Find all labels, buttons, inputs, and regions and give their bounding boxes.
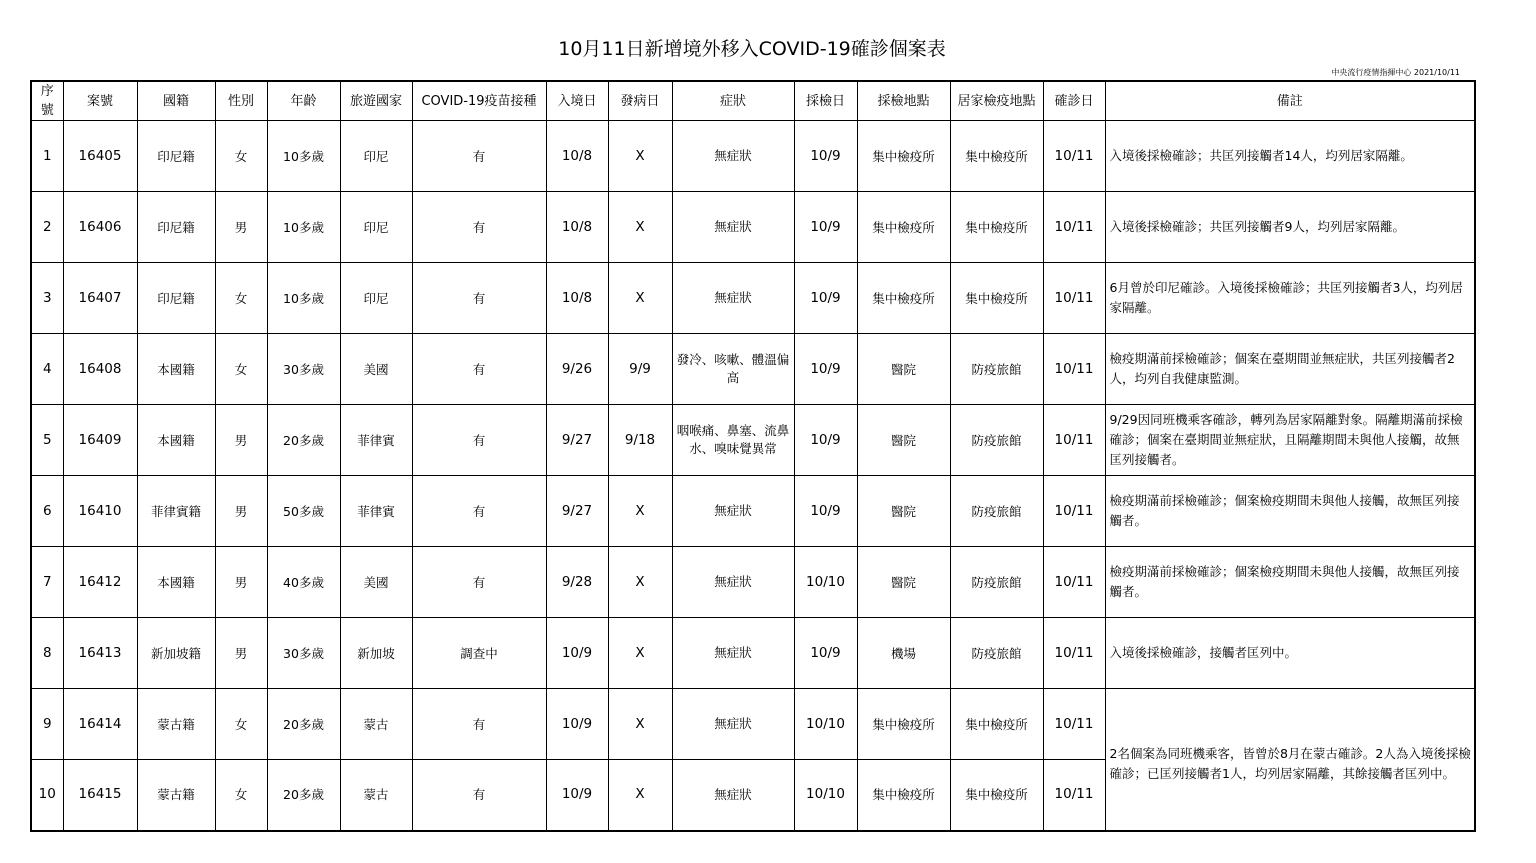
cell-country: 印尼 xyxy=(340,192,412,263)
cell-confirm: 10/11 xyxy=(1043,547,1105,618)
cell-confirm: 10/11 xyxy=(1043,476,1105,547)
cell-quarantine: 集中檢疫所 xyxy=(950,263,1043,334)
cell-case: 16412 xyxy=(63,547,137,618)
cell-vaccine: 有 xyxy=(412,192,546,263)
cell-nationality: 本國籍 xyxy=(137,405,215,476)
column-header: 備註 xyxy=(1105,81,1475,121)
column-header: 症狀 xyxy=(672,81,794,121)
cell-confirm: 10/11 xyxy=(1043,760,1105,831)
cell-age: 20多歲 xyxy=(267,760,340,831)
cell-note: 檢疫期滿前採檢確診；個案在臺期間並無症狀，共匡列接觸者2人，均列自我健康監測。 xyxy=(1105,334,1475,405)
cell-vaccine: 有 xyxy=(412,334,546,405)
cell-sex: 男 xyxy=(215,405,267,476)
header-row xyxy=(31,81,1475,121)
cell-note: 檢疫期滿前採檢確診；個案檢疫期間未與他人接觸，故無匡列接觸者。 xyxy=(1105,476,1475,547)
cell-entry: 9/28 xyxy=(546,547,608,618)
cell-age: 10多歲 xyxy=(267,192,340,263)
cell-nationality: 印尼籍 xyxy=(137,192,215,263)
cell-quarantine: 防疫旅館 xyxy=(950,547,1043,618)
column-header: 確診日 xyxy=(1043,81,1105,121)
cell-vaccine: 有 xyxy=(412,689,546,760)
cell-seq: 6 xyxy=(31,476,63,547)
cell-symptom: 無症狀 xyxy=(672,476,794,547)
column-header: 案號 xyxy=(63,81,137,121)
cell-seq: 7 xyxy=(31,547,63,618)
table-row xyxy=(31,121,1475,192)
cell-test-site: 集中檢疫所 xyxy=(857,760,950,831)
cell-case: 16413 xyxy=(63,618,137,689)
cell-onset: X xyxy=(608,547,672,618)
cell-confirm: 10/11 xyxy=(1043,263,1105,334)
cell-test: 10/9 xyxy=(794,121,857,192)
cell-case: 16409 xyxy=(63,405,137,476)
cell-confirm: 10/11 xyxy=(1043,689,1105,760)
cell-country: 蒙古 xyxy=(340,689,412,760)
cell-seq: 9 xyxy=(31,689,63,760)
cell-test-site: 醫院 xyxy=(857,476,950,547)
cell-quarantine: 防疫旅館 xyxy=(950,405,1043,476)
cell-quarantine: 防疫旅館 xyxy=(950,334,1043,405)
cell-test-site: 集中檢疫所 xyxy=(857,263,950,334)
column-header: 旅遊國家 xyxy=(340,81,412,121)
cell-symptom: 無症狀 xyxy=(672,760,794,831)
cell-confirm: 10/11 xyxy=(1043,121,1105,192)
cell-test-site: 醫院 xyxy=(857,405,950,476)
cell-symptom: 無症狀 xyxy=(672,121,794,192)
cell-sex: 男 xyxy=(215,192,267,263)
cell-test: 10/9 xyxy=(794,263,857,334)
column-header: 入境日 xyxy=(546,81,608,121)
cell-entry: 10/9 xyxy=(546,689,608,760)
cell-test-site: 集中檢疫所 xyxy=(857,689,950,760)
cell-vaccine: 有 xyxy=(412,405,546,476)
cell-case: 16408 xyxy=(63,334,137,405)
cell-nationality: 菲律賓籍 xyxy=(137,476,215,547)
cell-seq: 4 xyxy=(31,334,63,405)
cell-age: 30多歲 xyxy=(267,334,340,405)
cell-entry: 10/8 xyxy=(546,121,608,192)
cell-age: 10多歲 xyxy=(267,121,340,192)
cell-quarantine: 集中檢疫所 xyxy=(950,689,1043,760)
cell-age: 20多歲 xyxy=(267,689,340,760)
cell-sex: 女 xyxy=(215,121,267,192)
column-header: 採檢日 xyxy=(794,81,857,121)
page-title: 10月11日新增境外移入COVID-19確診個案表 xyxy=(558,38,946,60)
cell-test-site: 醫院 xyxy=(857,334,950,405)
cell-test-site: 集中檢疫所 xyxy=(857,121,950,192)
column-header: 性別 xyxy=(215,81,267,121)
table-row xyxy=(31,192,1475,263)
source-label: 中央流行疫情指揮中心 2021/10/11 xyxy=(1331,68,1460,77)
cell-sex: 男 xyxy=(215,476,267,547)
cell-vaccine: 調查中 xyxy=(412,618,546,689)
cell-test: 10/9 xyxy=(794,618,857,689)
cell-country: 新加坡 xyxy=(340,618,412,689)
cell-symptom: 無症狀 xyxy=(672,618,794,689)
cell-onset: 9/9 xyxy=(608,334,672,405)
cell-symptom: 無症狀 xyxy=(672,547,794,618)
column-header: 發病日 xyxy=(608,81,672,121)
cell-country: 印尼 xyxy=(340,263,412,334)
cell-seq: 8 xyxy=(31,618,63,689)
cell-age: 10多歲 xyxy=(267,263,340,334)
cell-symptom: 無症狀 xyxy=(672,192,794,263)
cell-case: 16406 xyxy=(63,192,137,263)
table-row xyxy=(31,334,1475,405)
column-header: 居家檢疫地點 xyxy=(950,81,1043,121)
table-row xyxy=(31,263,1475,334)
cell-age: 30多歲 xyxy=(267,618,340,689)
cell-nationality: 本國籍 xyxy=(137,334,215,405)
cell-vaccine: 有 xyxy=(412,547,546,618)
cell-quarantine: 集中檢疫所 xyxy=(950,192,1043,263)
cell-confirm: 10/11 xyxy=(1043,618,1105,689)
table-row xyxy=(31,689,1475,760)
cell-quarantine: 集中檢疫所 xyxy=(950,121,1043,192)
cell-note: 檢疫期滿前採檢確診；個案檢疫期間未與他人接觸，故無匡列接觸者。 xyxy=(1105,547,1475,618)
cell-case: 16410 xyxy=(63,476,137,547)
cell-entry: 9/26 xyxy=(546,334,608,405)
cell-onset: X xyxy=(608,476,672,547)
cell-note: 入境後採檢確診；共匡列接觸者9人，均列居家隔離。 xyxy=(1105,192,1475,263)
cell-note: 9/29因同班機乘客確診，轉列為居家隔離對象。隔離期滿前採檢確診；個案在臺期間並無症狀，且隔離期間未與他人接觸，故無匡列接觸者。 xyxy=(1105,405,1475,476)
cell-onset: X xyxy=(608,121,672,192)
cell-test: 10/10 xyxy=(794,547,857,618)
column-header: 採檢地點 xyxy=(857,81,950,121)
cell-vaccine: 有 xyxy=(412,476,546,547)
cell-note: 6月曾於印尼確診。入境後採檢確診；共匡列接觸者3人，均列居家隔離。 xyxy=(1105,263,1475,334)
cell-country: 美國 xyxy=(340,334,412,405)
cell-sex: 女 xyxy=(215,263,267,334)
cell-onset: X xyxy=(608,263,672,334)
cell-sex: 女 xyxy=(215,689,267,760)
cell-case: 16415 xyxy=(63,760,137,831)
cell-nationality: 印尼籍 xyxy=(137,121,215,192)
column-header: 國籍 xyxy=(137,81,215,121)
cell-entry: 10/9 xyxy=(546,760,608,831)
cell-sex: 男 xyxy=(215,547,267,618)
cell-test: 10/9 xyxy=(794,192,857,263)
cell-country: 菲律賓 xyxy=(340,476,412,547)
cell-test: 10/10 xyxy=(794,689,857,760)
cell-case: 16407 xyxy=(63,263,137,334)
cell-onset: X xyxy=(608,760,672,831)
cell-age: 40多歲 xyxy=(267,547,340,618)
table-row xyxy=(31,618,1475,689)
cell-test: 10/10 xyxy=(794,760,857,831)
cell-test: 10/9 xyxy=(794,405,857,476)
cell-country: 美國 xyxy=(340,547,412,618)
cell-confirm: 10/11 xyxy=(1043,334,1105,405)
cell-quarantine: 防疫旅館 xyxy=(950,618,1043,689)
cell-symptom: 發冷、咳嗽、體溫偏高 xyxy=(672,334,794,405)
cell-seq: 2 xyxy=(31,192,63,263)
cell-country: 印尼 xyxy=(340,121,412,192)
cell-test: 10/9 xyxy=(794,476,857,547)
cell-onset: X xyxy=(608,192,672,263)
cell-entry: 10/8 xyxy=(546,192,608,263)
table-row xyxy=(31,476,1475,547)
cell-onset: X xyxy=(608,618,672,689)
cell-seq: 5 xyxy=(31,405,63,476)
cell-country: 蒙古 xyxy=(340,760,412,831)
cell-entry: 9/27 xyxy=(546,476,608,547)
cell-sex: 女 xyxy=(215,760,267,831)
cell-entry: 9/27 xyxy=(546,405,608,476)
cell-sex: 女 xyxy=(215,334,267,405)
cell-nationality: 本國籍 xyxy=(137,547,215,618)
cell-seq: 3 xyxy=(31,263,63,334)
case-table xyxy=(30,80,1476,832)
cell-entry: 10/8 xyxy=(546,263,608,334)
column-header: 序號 xyxy=(31,81,63,121)
cell-test: 10/9 xyxy=(794,334,857,405)
cell-seq: 1 xyxy=(31,121,63,192)
cell-age: 20多歲 xyxy=(267,405,340,476)
cell-sex: 男 xyxy=(215,618,267,689)
cell-nationality: 印尼籍 xyxy=(137,263,215,334)
cell-test-site: 醫院 xyxy=(857,547,950,618)
cell-symptom: 無症狀 xyxy=(672,689,794,760)
column-header: 年齡 xyxy=(267,81,340,121)
cell-symptom: 無症狀 xyxy=(672,263,794,334)
cell-age: 50多歲 xyxy=(267,476,340,547)
cell-test-site: 機場 xyxy=(857,618,950,689)
cell-test-site: 集中檢疫所 xyxy=(857,192,950,263)
cell-quarantine: 防疫旅館 xyxy=(950,476,1043,547)
cell-note: 入境後採檢確診；共匡列接觸者14人，均列居家隔離。 xyxy=(1105,121,1475,192)
column-header: COVID-19疫苗接種 xyxy=(412,81,546,121)
cell-symptom: 咽喉痛、鼻塞、流鼻水、嗅味覺異常 xyxy=(672,405,794,476)
table-row xyxy=(31,547,1475,618)
cell-nationality: 新加坡籍 xyxy=(137,618,215,689)
cell-onset: X xyxy=(608,689,672,760)
cell-quarantine: 集中檢疫所 xyxy=(950,760,1043,831)
cell-nationality: 蒙古籍 xyxy=(137,689,215,760)
cell-vaccine: 有 xyxy=(412,760,546,831)
cell-note: 2名個案為同班機乘客，皆曾於8月在蒙古確診。2人為入境後採檢確診；已匡列接觸者1人，均列居家隔離，其餘接觸者匡列中。 xyxy=(1105,689,1475,831)
cell-vaccine: 有 xyxy=(412,263,546,334)
cell-vaccine: 有 xyxy=(412,121,546,192)
cell-seq: 10 xyxy=(31,760,63,831)
cell-confirm: 10/11 xyxy=(1043,405,1105,476)
cell-onset: 9/18 xyxy=(608,405,672,476)
cell-entry: 10/9 xyxy=(546,618,608,689)
cell-confirm: 10/11 xyxy=(1043,192,1105,263)
cell-nationality: 蒙古籍 xyxy=(137,760,215,831)
cell-case: 16405 xyxy=(63,121,137,192)
table-row xyxy=(31,405,1475,476)
cell-case: 16414 xyxy=(63,689,137,760)
cell-country: 菲律賓 xyxy=(340,405,412,476)
cell-note: 入境後採檢確診，接觸者匡列中。 xyxy=(1105,618,1475,689)
